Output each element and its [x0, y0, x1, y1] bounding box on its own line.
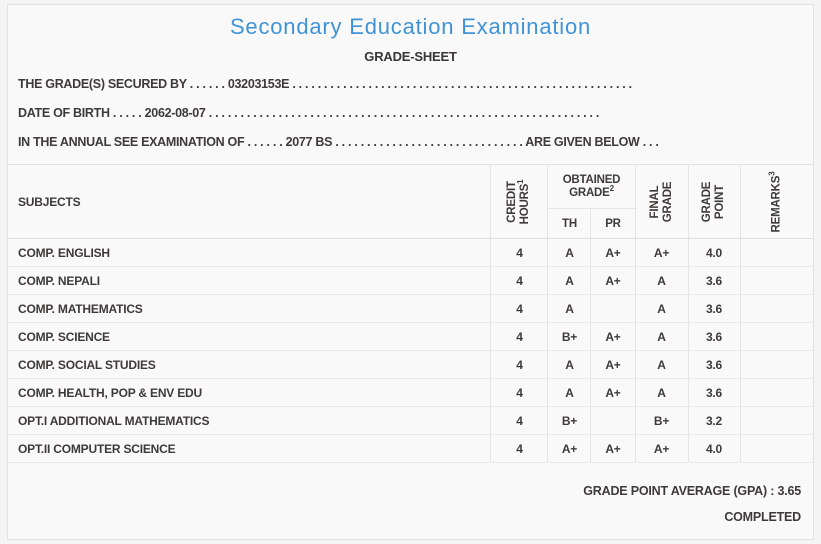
- remarks-cell: [740, 351, 813, 379]
- rotated-header-text: [649, 181, 675, 222]
- final-grade-cell: A: [635, 323, 688, 351]
- pr-grade-cell: A+: [591, 267, 635, 295]
- gpa-value: 3.65: [777, 484, 801, 498]
- grade-point-cell: 3.2: [688, 407, 740, 435]
- dotted-leader: . . . . . . . . . . . . . . . . . . . . . . . . . . . . . .: [335, 135, 523, 149]
- grade-point-cell: 3.6: [688, 323, 740, 351]
- footnote-marker: 1: [516, 179, 526, 184]
- info-label: DATE OF BIRTH: [18, 106, 110, 120]
- col-header-remarks: [740, 165, 813, 239]
- credit-hours-cell: 4: [491, 351, 548, 379]
- remarks-cell: [740, 407, 813, 435]
- summary-footer: [8, 484, 801, 525]
- grade-point-cell: 3.6: [688, 295, 740, 323]
- col-header-grade-point: [688, 165, 740, 239]
- dotted-leader: . . . . .: [112, 106, 142, 120]
- final-grade-cell: A+: [635, 239, 688, 267]
- pr-grade-cell: A+: [591, 435, 635, 463]
- grades-table-body: [8, 239, 813, 463]
- th-grade-cell: B+: [548, 407, 591, 435]
- info-line-date-of-birth: [18, 106, 803, 121]
- th-grade-cell: B+: [548, 323, 591, 351]
- subject-cell: COMP. HEALTH, POP & ENV EDU: [8, 379, 491, 407]
- info-label: IN THE ANNUAL SEE EXAMINATION OF: [18, 135, 245, 149]
- subject-cell: COMP. SOCIAL STUDIES: [8, 351, 491, 379]
- pr-grade-cell: [591, 407, 635, 435]
- grades-table-header: [8, 165, 813, 239]
- footnote-marker: 3: [767, 171, 777, 176]
- final-grade-cell: A: [635, 379, 688, 407]
- header-line: FINAL: [648, 185, 661, 218]
- subject-cell: COMP. ENGLISH: [8, 239, 491, 267]
- pr-grade-cell: A+: [591, 239, 635, 267]
- gpa-separator: :: [766, 484, 778, 498]
- header-line: GRADE: [661, 181, 674, 222]
- subject-cell: OPT.I ADDITIONAL MATHEMATICS: [8, 407, 491, 435]
- remarks-cell: [740, 323, 813, 351]
- credit-hours-cell: 4: [491, 379, 548, 407]
- subject-cell: COMP. SCIENCE: [8, 323, 491, 351]
- th-grade-cell: A: [548, 379, 591, 407]
- grade-point-cell: 3.6: [688, 267, 740, 295]
- credit-hours-cell: 4: [491, 295, 548, 323]
- subject-cell: OPT.II COMPUTER SCIENCE: [8, 435, 491, 463]
- info-label: THE GRADE(S) SECURED BY: [18, 77, 187, 91]
- header-line: REMARKS$^3$: [767, 171, 783, 232]
- gpa-label: GRADE POINT AVERAGE (GPA): [583, 484, 767, 498]
- table-row: [8, 239, 813, 267]
- remarks-cell: [740, 239, 813, 267]
- grade-point-cell: 3.6: [688, 351, 740, 379]
- rotated-header-text: [506, 179, 532, 224]
- col-header-final-grade: [635, 165, 688, 239]
- table-row: [8, 379, 813, 407]
- credit-hours-cell: 4: [491, 407, 548, 435]
- dotted-leader: . . . . . . . . . . . . . . . . . . . . . . . . . . . . . . . . . . . . . . . . . . . . . . . . . . . . . .: [292, 77, 632, 91]
- credit-hours-cell: 4: [491, 323, 548, 351]
- remarks-cell: [740, 379, 813, 407]
- info-suffix: ARE GIVEN BELOW: [525, 135, 640, 149]
- candidate-symbol-number: 03203153E: [227, 77, 290, 91]
- credit-hours-cell: 4: [491, 267, 548, 295]
- examination-year-value: 2077 BS: [285, 135, 333, 149]
- col-header-credit-hours: [491, 165, 548, 239]
- dotted-leader: . . . . . . . . . . . . . . . . . . . . . . . . . . . . . . . . . . . . . . . . . . . . . . . . . . . . . . . . . . . . . .: [208, 106, 600, 120]
- final-grade-cell: A: [635, 351, 688, 379]
- grades-table: [8, 164, 813, 463]
- header-line: POINT: [714, 184, 726, 219]
- remarks-cell: [740, 435, 813, 463]
- table-row: [8, 295, 813, 323]
- header-label: OBTAINED GRADE: [562, 173, 621, 199]
- dotted-leader: . . . . . .: [247, 135, 283, 149]
- header-line: CREDIT: [506, 180, 519, 223]
- grade-point-cell: 4.0: [688, 239, 740, 267]
- pr-grade-cell: A+: [591, 323, 635, 351]
- table-row: [8, 323, 813, 351]
- th-grade-cell: A: [548, 295, 591, 323]
- col-header-subjects: SUBJECTS: [8, 165, 491, 239]
- table-row: [8, 351, 813, 379]
- pr-grade-cell: [591, 295, 635, 323]
- header-line: GRADE: [701, 181, 713, 222]
- final-grade-cell: A: [635, 295, 688, 323]
- footnote-marker: 2: [609, 183, 614, 193]
- header-line: HOURS$^1$: [516, 179, 532, 224]
- final-grade-cell: A+: [635, 435, 688, 463]
- credit-hours-cell: 4: [491, 435, 548, 463]
- pr-grade-cell: A+: [591, 379, 635, 407]
- rotated-header-text: [767, 171, 783, 232]
- remarks-cell: [740, 267, 813, 295]
- final-grade-cell: B+: [635, 407, 688, 435]
- table-row: [8, 267, 813, 295]
- credit-hours-cell: 4: [491, 239, 548, 267]
- dotted-leader: . . . . . .: [189, 77, 225, 91]
- info-line-examination-year: [18, 135, 803, 150]
- sheet-subtitle: GRADE-SHEET: [364, 49, 457, 64]
- dotted-leader: . . .: [642, 135, 659, 149]
- page-title: Secondary Education Examination: [229, 14, 592, 39]
- th-grade-cell: A: [548, 239, 591, 267]
- subject-cell: COMP. NEPALI: [8, 267, 491, 295]
- th-grade-cell: A: [548, 351, 591, 379]
- table-row: [8, 435, 813, 463]
- info-line-grades-secured-by: [18, 77, 803, 92]
- grade-sheet: [7, 4, 814, 540]
- col-header-th: TH: [548, 209, 591, 239]
- th-grade-cell: A: [548, 267, 591, 295]
- candidate-info: [18, 77, 803, 150]
- table-row: [8, 407, 813, 435]
- date-of-birth-value: 2062-08-07: [144, 106, 206, 120]
- th-grade-cell: A+: [548, 435, 591, 463]
- remarks-cell: [740, 295, 813, 323]
- status-completed: COMPLETED: [724, 510, 801, 524]
- col-header-pr: PR: [591, 209, 635, 239]
- rotated-header-text: [701, 181, 727, 222]
- pr-grade-cell: A+: [591, 351, 635, 379]
- subject-cell: COMP. MATHEMATICS: [8, 295, 491, 323]
- grade-point-cell: 4.0: [688, 435, 740, 463]
- final-grade-cell: A: [635, 267, 688, 295]
- col-header-obtained-grade: [548, 165, 635, 209]
- gpa-line: [8, 484, 801, 499]
- grade-point-cell: 3.6: [688, 379, 740, 407]
